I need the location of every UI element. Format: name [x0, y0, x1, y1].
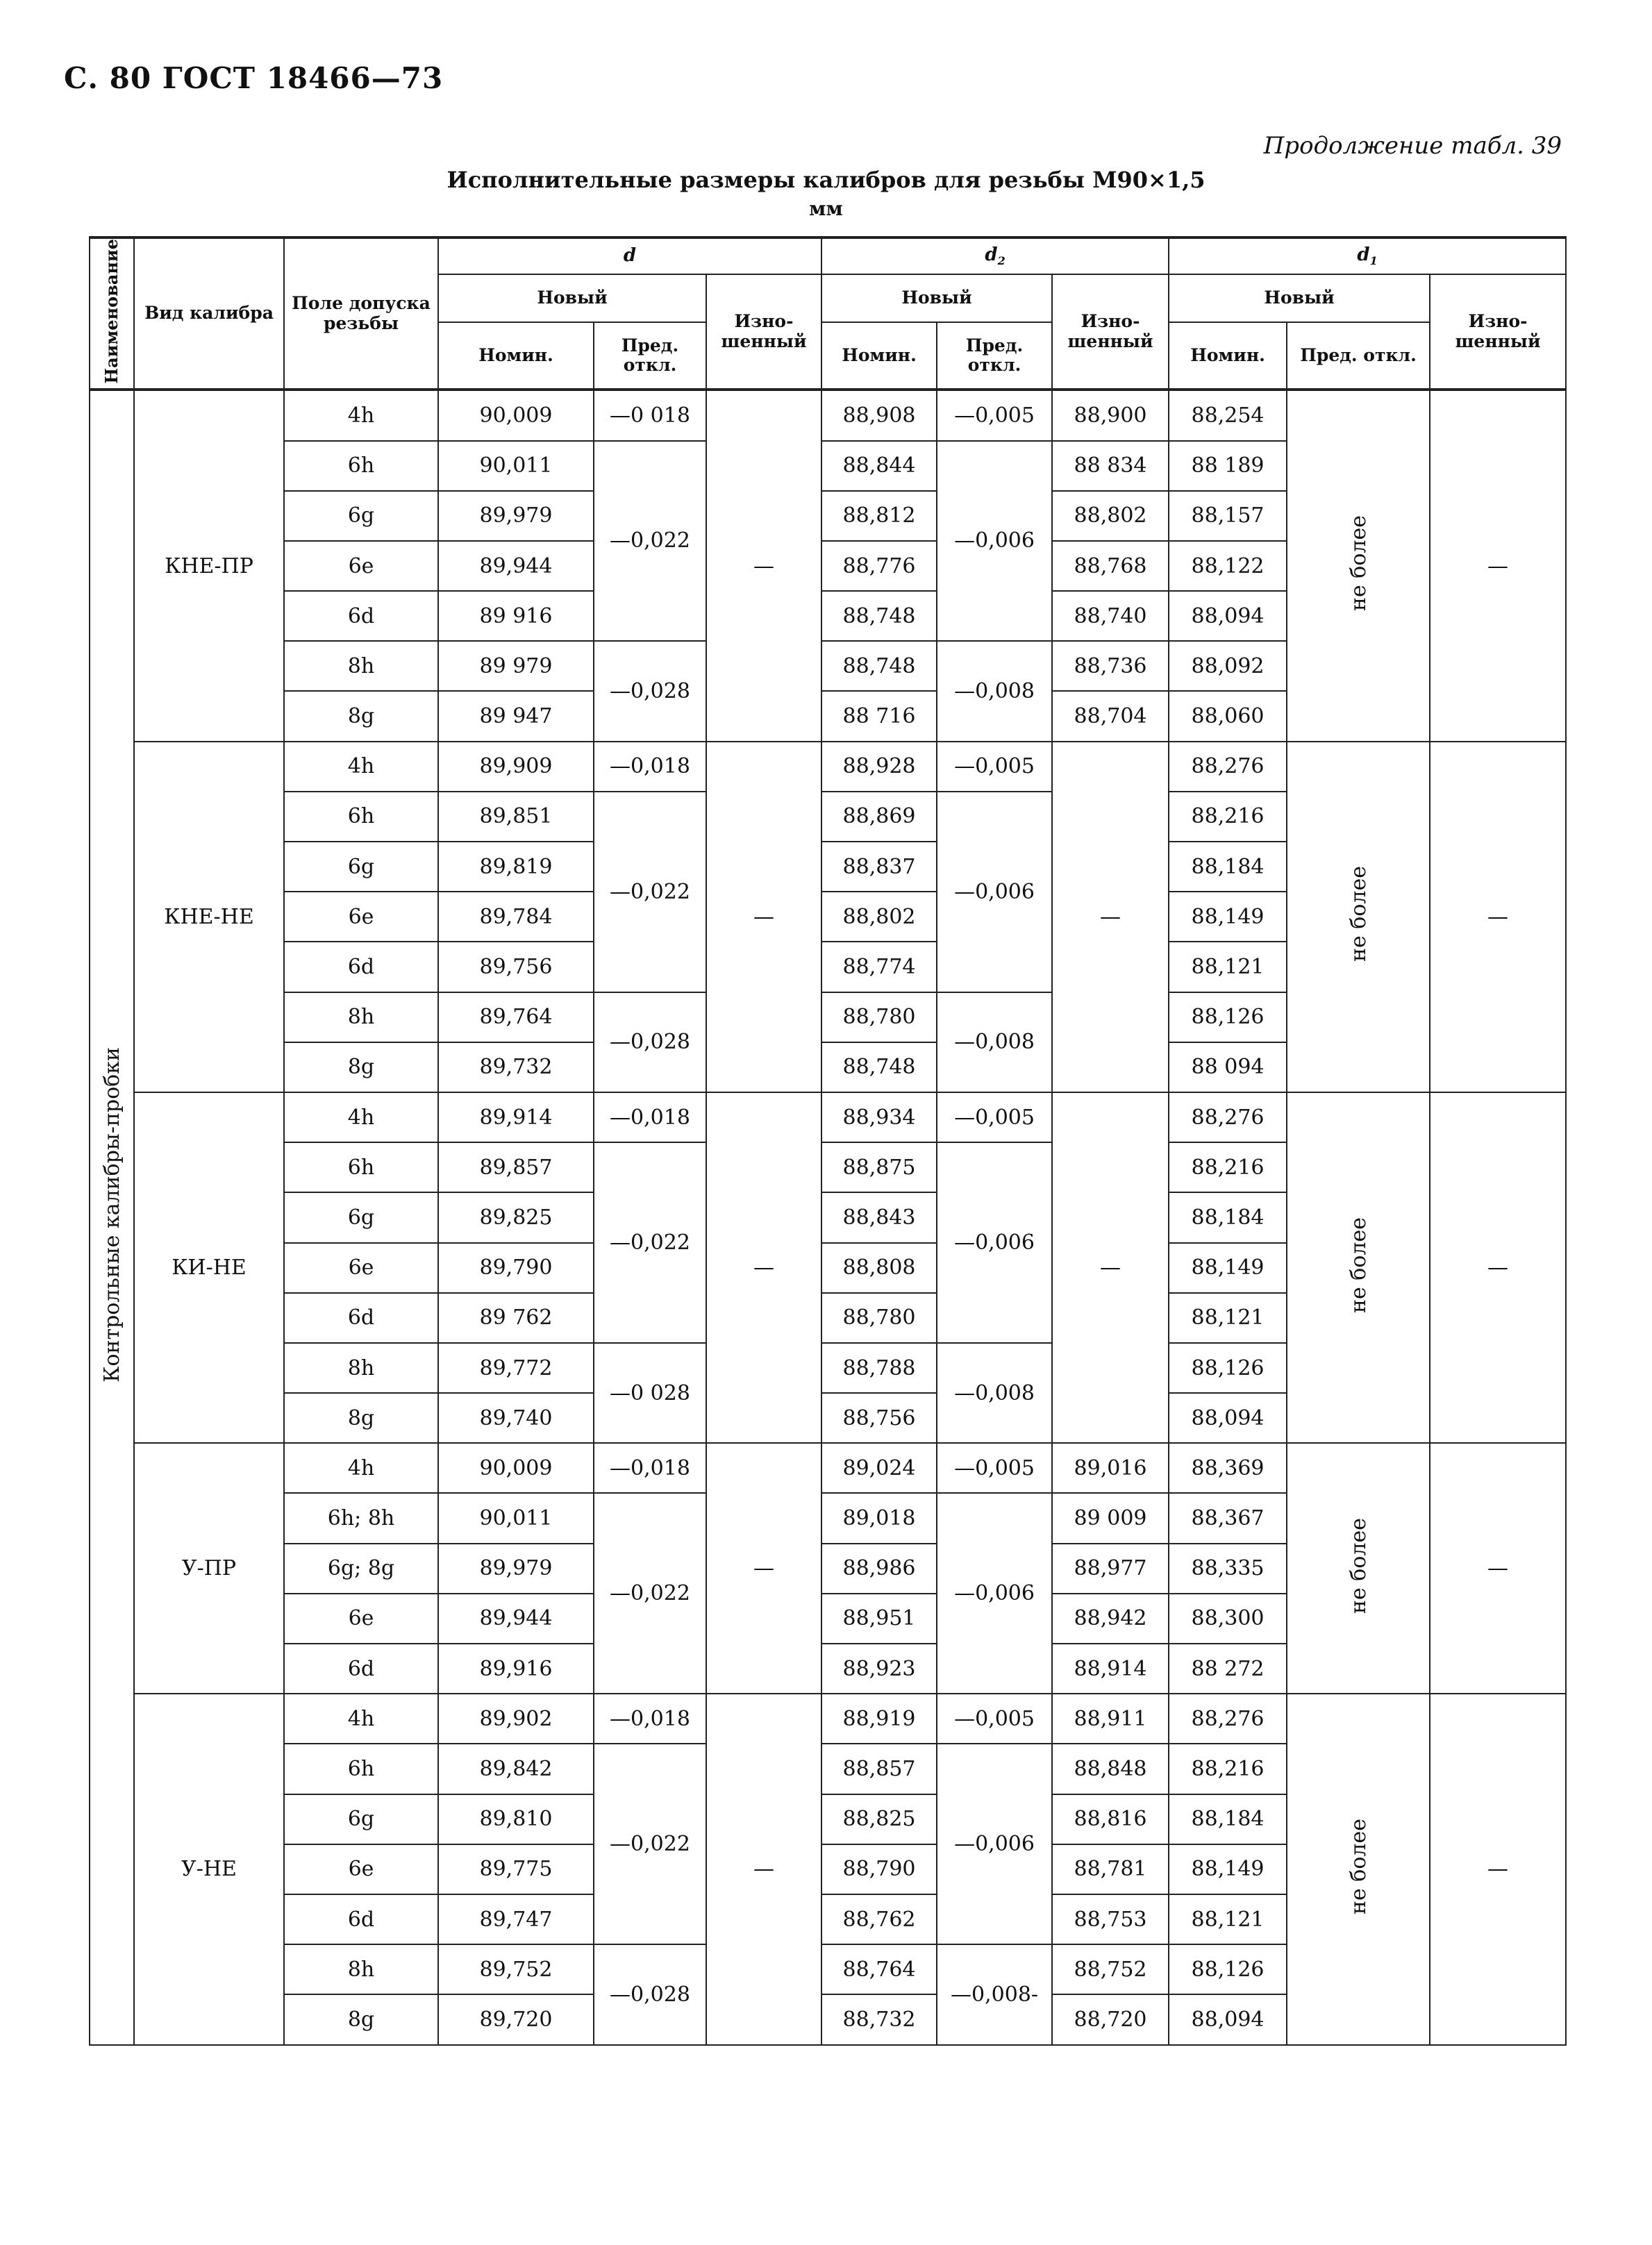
d-deviation: —0,028 — [594, 992, 706, 1092]
table-row — [90, 1443, 1566, 1493]
d2-worn: 89 009 — [1052, 1493, 1169, 1543]
tolerance-field: 6d — [284, 591, 438, 641]
d2-deviation: —0,005 — [937, 1694, 1052, 1744]
d1-nominal: 88,216 — [1169, 1142, 1287, 1192]
tolerance-field: 8h — [284, 1944, 438, 1994]
d2-worn: 88 834 — [1052, 441, 1169, 491]
d2-nominal: 88,869 — [821, 792, 937, 842]
d2-nominal: 88,844 — [821, 441, 937, 491]
d-nominal: 89,772 — [438, 1343, 594, 1393]
d2-nominal: 88,808 — [821, 1243, 937, 1293]
d2-deviation: —0,008 — [937, 1343, 1052, 1443]
d-deviation: —0 018 — [594, 390, 706, 440]
d2-nominal: 88,837 — [821, 842, 937, 892]
d-deviation: —0,018 — [594, 1443, 706, 1493]
d-nominal: 89 762 — [438, 1293, 594, 1343]
d2-worn: 88,914 — [1052, 1644, 1169, 1694]
d1-deviation: не более — [1287, 1092, 1430, 1443]
tolerance-field: 6g — [284, 1192, 438, 1242]
tolerance-field: 8g — [284, 691, 438, 741]
d-deviation: —0,018 — [594, 1092, 706, 1142]
tolerance-field: 6g — [284, 1794, 438, 1844]
d-nominal: 89,819 — [438, 842, 594, 892]
table-units: мм — [809, 197, 843, 220]
tolerance-field: 6e — [284, 1844, 438, 1894]
d2-nominal: 88,748 — [821, 641, 937, 691]
d1-nominal: 88,121 — [1169, 1293, 1287, 1343]
d2-worn: 88,977 — [1052, 1544, 1169, 1594]
d-nominal: 89 947 — [438, 691, 594, 741]
d-worn: — — [706, 742, 821, 1092]
d-deviation: —0,022 — [594, 792, 706, 992]
d2-nominal: 88,919 — [821, 1694, 937, 1744]
d2-nominal: 88,923 — [821, 1644, 937, 1694]
tolerance-field: 6h — [284, 1142, 438, 1192]
d-deviation: —0,022 — [594, 1493, 706, 1694]
d-nominal: 89,790 — [438, 1243, 594, 1293]
d-nominal: 89,857 — [438, 1142, 594, 1192]
group-label: Контрольные калибры-пробки — [90, 390, 134, 2044]
tolerance-field: 6e — [284, 1243, 438, 1293]
header-gauge-kind: Вид калибра — [134, 237, 284, 390]
tolerance-field: 6h — [284, 792, 438, 842]
tolerance-field: 6g; 8g — [284, 1544, 438, 1594]
d-nominal: 90,011 — [438, 1493, 594, 1543]
d1-nominal: 88,254 — [1169, 390, 1287, 440]
d-nominal: 89,916 — [438, 1644, 594, 1694]
d2-nominal: 88,756 — [821, 1393, 937, 1443]
d-nominal: 89 979 — [438, 641, 594, 691]
tolerance-field: 8h — [284, 641, 438, 691]
d2-deviation: —0,006 — [937, 1744, 1052, 1944]
d-deviation: —0,028 — [594, 641, 706, 741]
table-continuation-note: Продолжение табл. 39 — [1263, 132, 1562, 160]
d1-nominal: 88,276 — [1169, 1694, 1287, 1744]
tolerance-field: 4h — [284, 1092, 438, 1142]
tolerance-field: 8g — [284, 1393, 438, 1443]
header-d-worn: Изно-шенный — [706, 274, 821, 390]
d-deviation: —0,028 — [594, 1944, 706, 2044]
d-nominal: 89,775 — [438, 1844, 594, 1894]
d1-worn: — — [1430, 1092, 1566, 1443]
d-worn: — — [706, 1443, 821, 1694]
d-nominal: 89,842 — [438, 1744, 594, 1794]
d2-worn: 88,704 — [1052, 691, 1169, 741]
table-row — [90, 390, 1566, 440]
d2-nominal: 88,762 — [821, 1894, 937, 1944]
d2-nominal: 88,843 — [821, 1192, 937, 1242]
d2-nominal: 88,812 — [821, 491, 937, 541]
header-d1: $d_1$ — [1169, 237, 1566, 274]
d-nominal: 89,979 — [438, 1544, 594, 1594]
d-deviation: —0 028 — [594, 1343, 706, 1443]
table-row — [90, 1092, 1566, 1142]
d-nominal: 90,009 — [438, 390, 594, 440]
d-nominal: 89,902 — [438, 1694, 594, 1744]
d-nominal: 89,979 — [438, 491, 594, 541]
d2-worn: 88,781 — [1052, 1844, 1169, 1894]
d-nominal: 89,732 — [438, 1042, 594, 1092]
d2-nominal: 88,780 — [821, 992, 937, 1042]
d1-nominal: 88,369 — [1169, 1443, 1287, 1493]
d2-nominal: 88,934 — [821, 1092, 937, 1142]
d2-worn: — — [1052, 1092, 1169, 1443]
header-d1-dev: Пред. откл. — [1287, 322, 1430, 390]
d2-worn: 88,802 — [1052, 491, 1169, 541]
tolerance-field: 8h — [284, 1343, 438, 1393]
d2-worn: 88,900 — [1052, 390, 1169, 440]
tolerance-field: 6g — [284, 491, 438, 541]
d2-nominal: 88,986 — [821, 1544, 937, 1594]
d2-worn: 88,752 — [1052, 1944, 1169, 1994]
d2-nominal: 88,790 — [821, 1844, 937, 1894]
tolerance-field: 8h — [284, 992, 438, 1042]
d-deviation: —0,018 — [594, 742, 706, 792]
gauge-kind: У-НЕ — [134, 1694, 284, 2044]
d2-nominal: 88,928 — [821, 742, 937, 792]
d-deviation: —0,022 — [594, 1142, 706, 1343]
d2-nominal: 89,024 — [821, 1443, 937, 1493]
tolerance-field: 6d — [284, 1894, 438, 1944]
d2-worn: — — [1052, 742, 1169, 1092]
tolerance-field: 4h — [284, 1694, 438, 1744]
page-number: С. 80 — [64, 61, 152, 95]
d2-worn: 88,753 — [1052, 1894, 1169, 1944]
d2-worn: 89,016 — [1052, 1443, 1169, 1493]
tolerance-field: 6d — [284, 942, 438, 992]
d2-nominal: 88,802 — [821, 892, 937, 942]
d1-nominal: 88 272 — [1169, 1644, 1287, 1694]
d2-nominal: 88 716 — [821, 691, 937, 741]
d1-nominal: 88,367 — [1169, 1493, 1287, 1543]
d2-nominal: 88,776 — [821, 541, 937, 591]
header-d-nom: Номин. — [438, 322, 594, 390]
d1-worn: — — [1430, 742, 1566, 1092]
d2-deviation: —0,006 — [937, 792, 1052, 992]
d1-nominal: 88,335 — [1169, 1544, 1287, 1594]
d2-worn: 88,768 — [1052, 541, 1169, 591]
d2-deviation: —0,008 — [937, 641, 1052, 741]
d1-nominal: 88,216 — [1169, 1744, 1287, 1794]
d2-nominal: 88,788 — [821, 1343, 937, 1393]
header-name: Наименование — [90, 237, 134, 390]
d-worn: — — [706, 1092, 821, 1443]
table-caption: Исполнительные размеры калибров для резьбы M90×1,5 — [447, 167, 1205, 193]
d-nominal: 89,944 — [438, 1594, 594, 1644]
d1-nominal: 88,184 — [1169, 1192, 1287, 1242]
header-d-new: Новый — [438, 274, 706, 322]
d2-worn: 88,740 — [1052, 591, 1169, 641]
d2-worn: 88,911 — [1052, 1694, 1169, 1744]
gauge-kind: КНЕ-НЕ — [134, 742, 284, 1092]
d-nominal: 89,740 — [438, 1393, 594, 1443]
d2-deviation: —0,005 — [937, 1092, 1052, 1142]
d2-worn: 88,816 — [1052, 1794, 1169, 1844]
header-d2-worn: Изно-шенный — [1052, 274, 1169, 390]
d1-nominal: 88,094 — [1169, 1994, 1287, 2044]
d1-nominal: 88,094 — [1169, 1393, 1287, 1443]
d-nominal: 89,764 — [438, 992, 594, 1042]
d-nominal: 89 916 — [438, 591, 594, 641]
d2-deviation: —0,005 — [937, 742, 1052, 792]
header-tolerance-field: Поле допуска резьбы — [284, 237, 438, 390]
d-deviation: —0,022 — [594, 1744, 706, 1944]
table-row — [90, 1694, 1566, 1744]
d2-deviation: —0,006 — [937, 1493, 1052, 1694]
d-worn: — — [706, 1694, 821, 2044]
d-deviation: —0,018 — [594, 1694, 706, 1744]
tolerance-field: 8g — [284, 1994, 438, 2044]
d1-nominal: 88,126 — [1169, 1944, 1287, 1994]
tolerance-field: 6e — [284, 1594, 438, 1644]
d1-nominal: 88,126 — [1169, 1343, 1287, 1393]
d2-nominal: 88,951 — [821, 1594, 937, 1644]
d2-worn: 88,848 — [1052, 1744, 1169, 1794]
tolerance-field: 4h — [284, 1443, 438, 1493]
d2-nominal: 89,018 — [821, 1493, 937, 1543]
d-deviation: —0,022 — [594, 441, 706, 642]
d-nominal: 89,756 — [438, 942, 594, 992]
d1-nominal: 88 094 — [1169, 1042, 1287, 1092]
d1-nominal: 88,126 — [1169, 992, 1287, 1042]
tolerance-field: 6h; 8h — [284, 1493, 438, 1543]
header-d-dev: Пред. откл. — [594, 322, 706, 390]
d1-deviation: не более — [1287, 1443, 1430, 1694]
gauge-kind: КИ-НЕ — [134, 1092, 284, 1443]
d-nominal: 89,825 — [438, 1192, 594, 1242]
d1-nominal: 88,149 — [1169, 892, 1287, 942]
table-row — [90, 742, 1566, 792]
d1-nominal: 88,157 — [1169, 491, 1287, 541]
d1-nominal: 88,216 — [1169, 792, 1287, 842]
d1-nominal: 88,300 — [1169, 1594, 1287, 1644]
d1-nominal: 88,094 — [1169, 591, 1287, 641]
header-d2-nom: Номин. — [821, 322, 937, 390]
d1-deviation: не более — [1287, 742, 1430, 1092]
d2-nominal: 88,857 — [821, 1744, 937, 1794]
gauge-kind: У-ПР — [134, 1443, 284, 1694]
d2-deviation: —0,005 — [937, 390, 1052, 440]
tolerance-field: 6d — [284, 1293, 438, 1343]
d-nominal: 89,752 — [438, 1944, 594, 1994]
d2-nominal: 88,764 — [821, 1944, 937, 1994]
d2-worn: 88,942 — [1052, 1594, 1169, 1644]
d2-nominal: 88,748 — [821, 1042, 937, 1092]
d2-deviation: —0,008- — [937, 1944, 1052, 2044]
d1-nominal: 88,184 — [1169, 1794, 1287, 1844]
d-worn: — — [706, 390, 821, 741]
d-nominal: 89,784 — [438, 892, 594, 942]
d-nominal: 90,009 — [438, 1443, 594, 1493]
tolerance-field: 6e — [284, 892, 438, 942]
d1-nominal: 88,149 — [1169, 1844, 1287, 1894]
gauge-dimensions-table — [89, 236, 1567, 2046]
tolerance-field: 6e — [284, 541, 438, 591]
gauge-kind: КНЕ-ПР — [134, 390, 284, 741]
d-nominal: 89,944 — [438, 541, 594, 591]
d2-worn: 88,736 — [1052, 641, 1169, 691]
d1-worn: — — [1430, 1443, 1566, 1694]
header-d2-dev: Пред. откл. — [937, 322, 1052, 390]
d2-deviation: —0,005 — [937, 1443, 1052, 1493]
d1-nominal: 88,122 — [1169, 541, 1287, 591]
d2-deviation: —0,008 — [937, 992, 1052, 1092]
tolerance-field: 6d — [284, 1644, 438, 1694]
tolerance-field: 6h — [284, 1744, 438, 1794]
standard-number: ГОСТ 18466—73 — [162, 61, 444, 95]
tolerance-field: 4h — [284, 742, 438, 792]
d-nominal: 89,720 — [438, 1994, 594, 2044]
d2-deviation: —0,006 — [937, 1142, 1052, 1343]
d2-nominal: 88,732 — [821, 1994, 937, 2044]
d-nominal: 89,810 — [438, 1794, 594, 1844]
d1-nominal: 88 189 — [1169, 441, 1287, 491]
d2-nominal: 88,780 — [821, 1293, 937, 1343]
d1-nominal: 88,060 — [1169, 691, 1287, 741]
d1-worn: — — [1430, 390, 1566, 741]
d-nominal: 90,011 — [438, 441, 594, 491]
d2-nominal: 88,825 — [821, 1794, 937, 1844]
header-d1-nom: Номин. — [1169, 322, 1287, 390]
header-d2: $d_2$ — [821, 237, 1169, 274]
header-d1-new: Новый — [1169, 274, 1430, 322]
d1-nominal: 88,276 — [1169, 1092, 1287, 1142]
header-d2-new: Новый — [821, 274, 1052, 322]
d1-nominal: 88,149 — [1169, 1243, 1287, 1293]
d1-nominal: 88,276 — [1169, 742, 1287, 792]
d2-nominal: 88,875 — [821, 1142, 937, 1192]
page-header — [64, 61, 443, 95]
d-nominal: 89,851 — [438, 792, 594, 842]
d1-nominal: 88,184 — [1169, 842, 1287, 892]
tolerance-field: 6g — [284, 842, 438, 892]
d-nominal: 89,914 — [438, 1092, 594, 1142]
d1-nominal: 88,121 — [1169, 1894, 1287, 1944]
d-nominal: 89,747 — [438, 1894, 594, 1944]
d2-nominal: 88,774 — [821, 942, 937, 992]
d1-worn: — — [1430, 1694, 1566, 2044]
tolerance-field: 6h — [284, 441, 438, 491]
d1-nominal: 88,121 — [1169, 942, 1287, 992]
d-nominal: 89,909 — [438, 742, 594, 792]
header-d1-worn: Изно-шенный — [1430, 274, 1566, 390]
tolerance-field: 8g — [284, 1042, 438, 1092]
tolerance-field: 4h — [284, 390, 438, 440]
d1-deviation: не более — [1287, 390, 1430, 741]
d1-nominal: 88,092 — [1169, 641, 1287, 691]
header-d: d — [438, 237, 821, 274]
d1-deviation: не более — [1287, 1694, 1430, 2044]
d2-deviation: —0,006 — [937, 441, 1052, 642]
d2-nominal: 88,908 — [821, 390, 937, 440]
d2-worn: 88,720 — [1052, 1994, 1169, 2044]
d2-nominal: 88,748 — [821, 591, 937, 641]
